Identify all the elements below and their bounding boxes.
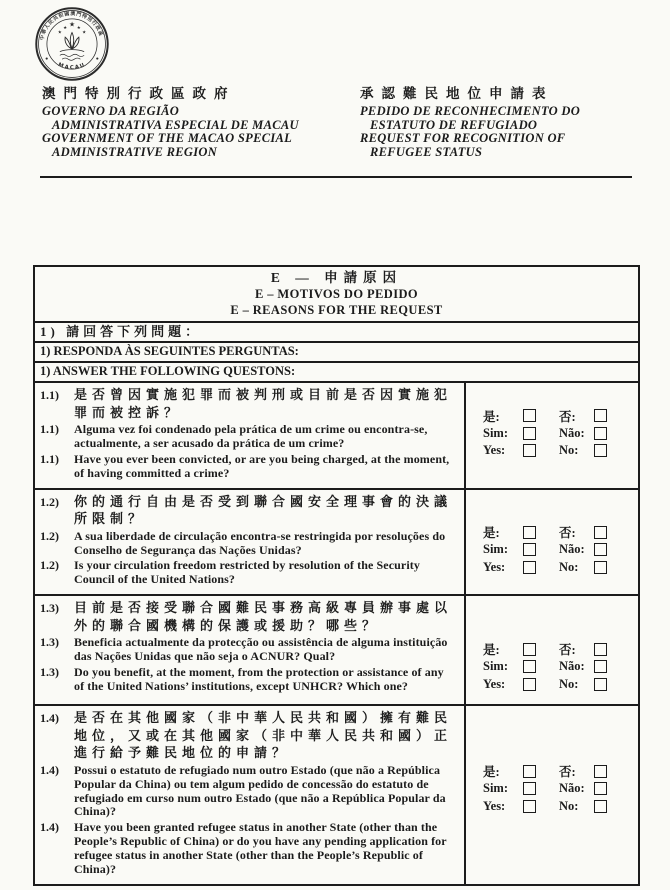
no-checkbox-pt[interactable] bbox=[594, 543, 607, 556]
seal-ring-text-top: 中華人民共和國澳門特別行政區 bbox=[39, 11, 104, 41]
government-title-en-line2: ADMINISTRATIVE REGION bbox=[52, 144, 218, 159]
no-label-en: No: bbox=[559, 676, 579, 691]
question-text-zh: 你的通行自由是否受到聯合國安全理事會的決議所限制？ bbox=[74, 493, 453, 527]
answer-row-zh bbox=[483, 762, 638, 780]
yes-checkbox-pt[interactable] bbox=[523, 782, 536, 795]
yes-label-en: Yes: bbox=[483, 676, 506, 691]
no-label-zh: 否: bbox=[559, 409, 576, 424]
question-number: 1.2) bbox=[40, 528, 59, 543]
yes-checkbox-zh[interactable] bbox=[523, 765, 536, 778]
section-title-pt: E – MOTIVOS DO PEDIDO bbox=[254, 287, 419, 301]
no-label-pt: Não: bbox=[559, 425, 585, 440]
yes-checkbox-en[interactable] bbox=[523, 561, 536, 574]
question-number: 1.4) bbox=[40, 820, 59, 835]
form-title-zh: 承認難民地位申請表 bbox=[360, 86, 554, 101]
no-checkbox-en[interactable] bbox=[594, 800, 607, 813]
no-label-zh: 否: bbox=[559, 643, 576, 657]
question-number: 1.2) bbox=[40, 494, 59, 509]
answer-row-en bbox=[483, 559, 638, 577]
no-label-en: No: bbox=[559, 559, 579, 574]
form-title-pt-line1: PEDIDO DE RECONHECIMENTO DO bbox=[360, 104, 581, 118]
instruction-en: 1) ANSWER THE FOLLOWING QUESTONS: bbox=[35, 363, 638, 383]
question-text-cell bbox=[35, 706, 466, 884]
no-checkbox-zh[interactable] bbox=[594, 526, 607, 539]
section-e-table bbox=[33, 265, 640, 886]
answer-row-pt bbox=[483, 541, 638, 559]
seal-ring-text-bottom: MACAU bbox=[57, 61, 87, 72]
answer-row-pt bbox=[483, 780, 638, 798]
section-e-header bbox=[35, 267, 638, 323]
question-number: 1.1) bbox=[40, 451, 59, 466]
yes-label-pt: Sim: bbox=[483, 542, 508, 557]
question-number: 1.4) bbox=[40, 711, 59, 726]
yes-checkbox-pt[interactable] bbox=[523, 660, 536, 673]
question-number: 1.4) bbox=[40, 762, 59, 777]
svg-text:★: ★ bbox=[63, 25, 68, 31]
answer-row-en bbox=[483, 797, 638, 815]
yes-checkbox-zh[interactable] bbox=[523, 643, 536, 656]
answer-cell bbox=[466, 706, 638, 884]
government-title-zh: 澳門特別行政區政府 bbox=[42, 86, 236, 101]
svg-text:★: ★ bbox=[76, 25, 81, 31]
form-title-pt-line2: ESTATUTO DE REFUGIADO bbox=[370, 117, 538, 132]
yes-label-zh: 是: bbox=[483, 643, 500, 657]
svg-text:MACAU bbox=[57, 62, 87, 71]
question-text-pt: Beneficia actualmente da protecção ou assistência de alguma instituição das Nações Unidas que não seja o ACNUR? Qual? bbox=[74, 635, 448, 664]
answer-row-zh bbox=[483, 524, 638, 542]
question-text-zh: 是否曾因實施犯罪而被判刑或目前是否因實施犯罪而被控訴？ bbox=[74, 387, 453, 420]
yes-checkbox-en[interactable] bbox=[523, 444, 536, 457]
yes-label-zh: 是: bbox=[483, 409, 500, 424]
svg-text:★: ★ bbox=[68, 20, 76, 29]
question-row-1-3 bbox=[35, 596, 638, 706]
question-text-pt: A sua liberdade de circulação encontra-se restringida por resoluções do Conselho de Segurança das Nações Unidas? bbox=[74, 528, 446, 557]
section-title-en: E – REASONS FOR THE REQUEST bbox=[230, 303, 443, 317]
form-title-block bbox=[360, 82, 580, 159]
question-row-1-4 bbox=[35, 706, 638, 884]
answer-row-zh bbox=[483, 407, 638, 425]
yes-checkbox-zh[interactable] bbox=[523, 409, 536, 422]
no-checkbox-pt[interactable] bbox=[594, 782, 607, 795]
yes-label-pt: Sim: bbox=[483, 425, 508, 440]
question-text-zh: 目前是否接受聯合國難民事務高級專員辦事處以外的聯合國機構的保護或援助？哪些？ bbox=[74, 600, 453, 633]
no-checkbox-pt[interactable] bbox=[594, 427, 607, 440]
no-checkbox-en[interactable] bbox=[594, 678, 607, 691]
question-text-cell bbox=[35, 490, 466, 595]
question-text-en: Do you benefit, at the moment, from the protection or assistance of any of the United Nations’ institutions, except UNHCR? Which one? bbox=[74, 665, 444, 693]
macau-government-seal-icon bbox=[34, 6, 110, 82]
no-label-zh: 否: bbox=[559, 526, 576, 541]
no-checkbox-en[interactable] bbox=[594, 561, 607, 574]
no-checkbox-zh[interactable] bbox=[594, 409, 607, 422]
question-text-zh: 是否在其他國家（非中華人民共和國）擁有難民地位，又或在其他國家（非中華人民共和國）正進行給予難民地位的申請？ bbox=[74, 710, 453, 761]
answer-row-zh bbox=[483, 640, 638, 658]
no-label-en: No: bbox=[559, 443, 579, 458]
question-row-1-2 bbox=[35, 490, 638, 597]
question-number: 1.1) bbox=[40, 422, 59, 436]
yes-checkbox-en[interactable] bbox=[523, 800, 536, 813]
answer-cell bbox=[466, 490, 638, 595]
no-label-pt: Não: bbox=[559, 659, 585, 673]
no-label-en: No: bbox=[559, 798, 579, 813]
question-text-cell bbox=[35, 596, 466, 704]
no-checkbox-pt[interactable] bbox=[594, 660, 607, 673]
question-text-pt: Alguma vez foi condenado pela prática de um crime ou encontra-se, actualmente, a ser acusado da prática de um crime? bbox=[74, 422, 428, 450]
answer-cell bbox=[466, 596, 638, 704]
svg-text:★: ★ bbox=[82, 30, 87, 36]
yes-checkbox-pt[interactable] bbox=[523, 427, 536, 440]
question-text-en: Have you ever been convicted, or are you being charged, at the moment, of having committed a crime? bbox=[74, 451, 450, 480]
question-number: 1.2) bbox=[40, 558, 59, 573]
question-text-cell bbox=[35, 383, 466, 488]
government-title-en-line1: GOVERNMENT OF THE MACAO SPECIAL bbox=[42, 131, 293, 145]
question-number: 1.3) bbox=[40, 665, 59, 680]
answer-cell bbox=[466, 383, 638, 488]
question-row-1-1 bbox=[35, 383, 638, 490]
yes-label-zh: 是: bbox=[483, 526, 500, 541]
no-label-zh: 否: bbox=[559, 765, 576, 779]
question-text-pt: Possui o estatuto de refugiado num outro Estado (que não a República Popular da China) ou tem algum pedido de concessão do estatuto de refugiado em curso num outro Estado (que não a República Popular da China)? bbox=[74, 762, 446, 819]
instruction-pt: 1) RESPONDA ÀS SEGUINTES PERGUNTAS: bbox=[35, 343, 638, 363]
yes-label-en: Yes: bbox=[483, 559, 506, 574]
yes-checkbox-en[interactable] bbox=[523, 678, 536, 691]
question-number: 1.3) bbox=[40, 635, 59, 650]
question-number: 1.1) bbox=[40, 388, 59, 402]
answer-row-pt bbox=[483, 425, 638, 443]
answer-row-pt bbox=[483, 658, 638, 676]
no-checkbox-zh[interactable] bbox=[594, 765, 607, 778]
no-checkbox-en[interactable] bbox=[594, 444, 607, 457]
header-divider bbox=[40, 176, 632, 178]
answer-row-en bbox=[483, 675, 638, 693]
yes-checkbox-zh[interactable] bbox=[523, 526, 536, 539]
instruction-zh: 1) 請回答下列問題： bbox=[35, 323, 638, 343]
form-title-en-line2: REFUGEE STATUS bbox=[370, 144, 483, 159]
yes-label-pt: Sim: bbox=[483, 781, 508, 795]
no-label-pt: Não: bbox=[559, 781, 585, 795]
svg-text:★: ★ bbox=[57, 30, 62, 36]
form-title-en-line1: REQUEST FOR RECOGNITION OF bbox=[360, 131, 566, 145]
question-number: 1.3) bbox=[40, 601, 59, 616]
yes-label-en: Yes: bbox=[483, 798, 506, 813]
seal-lotus bbox=[60, 33, 84, 61]
question-text-en: Have you been granted refugee status in another State (other than the People’s Republic of China) or do you have any pending application for refugee status in another State (other than the People’s Republic of China)? bbox=[74, 820, 447, 877]
no-checkbox-zh[interactable] bbox=[594, 643, 607, 656]
yes-label-en: Yes: bbox=[483, 443, 506, 458]
question-text-en: Is your circulation freedom restricted by resolution of the Security Council of the United Nations? bbox=[74, 558, 420, 587]
yes-label-pt: Sim: bbox=[483, 659, 508, 673]
section-title-zh: E — 申請原因 bbox=[270, 270, 403, 285]
government-title-pt-line2: ADMINISTRATIVA ESPECIAL DE MACAU bbox=[52, 117, 299, 132]
government-title-pt-line1: GOVERNO DA REGIÃO bbox=[42, 104, 180, 118]
yes-checkbox-pt[interactable] bbox=[523, 543, 536, 556]
no-label-pt: Não: bbox=[559, 542, 585, 557]
government-title-block bbox=[42, 82, 299, 159]
answer-row-en bbox=[483, 442, 638, 460]
yes-label-zh: 是: bbox=[483, 765, 500, 779]
